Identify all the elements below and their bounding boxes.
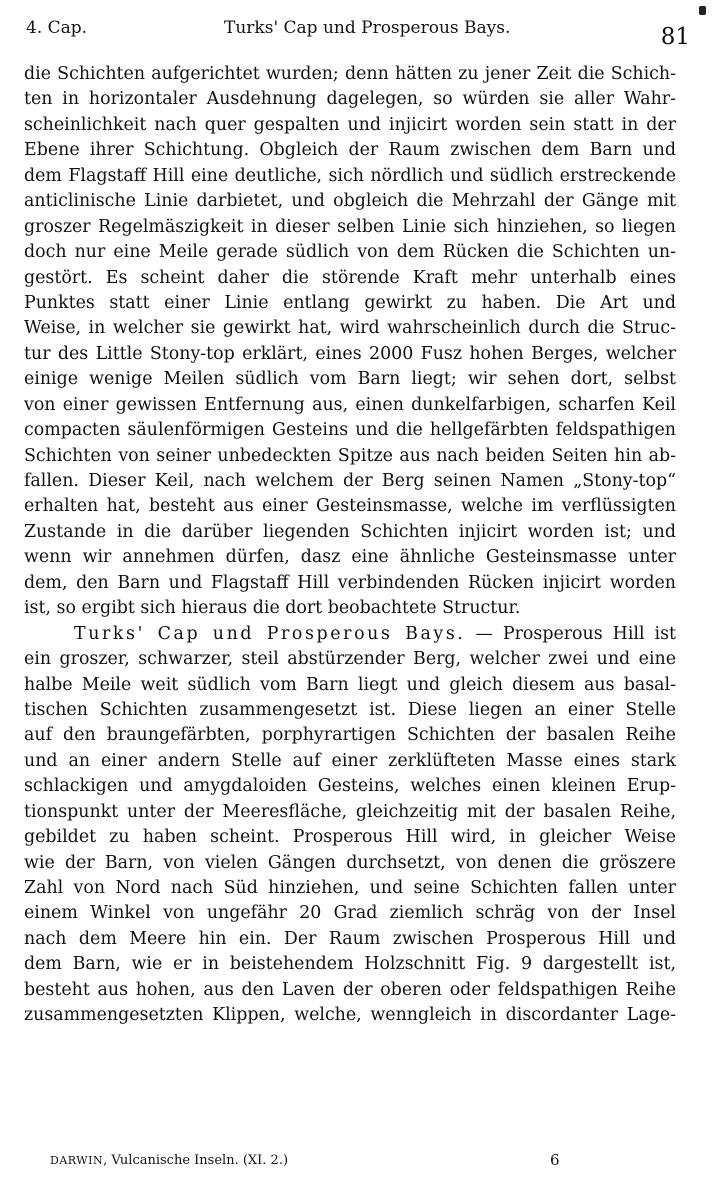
text-line: gebildet zu haben scheint. Prosperous Hill wird, in gleicher Weise (24, 827, 676, 848)
text-line: Punktes statt einer Linie entlang gewirkt zu haben. Die Art und (24, 292, 676, 313)
text-line: Weise, in welcher sie gewirkt hat, wird wahrscheinlich durch die Struc- (24, 318, 676, 339)
text-line: schlackigen und amygdaloiden Gesteins, welches einen kleinen Erup- (24, 776, 676, 797)
footer-work: , Vulcanische Inseln. (XI. 2.) (103, 1153, 289, 1168)
footer (50, 1153, 650, 1173)
text-line: fallen. Dieser Keil, nach welchem der Berg seinen Namen „Stony-top“ (24, 471, 676, 491)
text-line: die Schichten aufgerichtet wurden; denn hätten zu jener Zeit die Schich- (24, 64, 676, 84)
running-title: Turks' Cap und Prosperous Bays. (224, 18, 511, 38)
text-line: dem Barn, wie er in beistehendem Holzschnitt Fig. 9 dargestellt ist, (24, 954, 676, 975)
text-line: compacten säulenförmigen Gesteins und die hellgefärbten feldspathigen (24, 420, 676, 441)
text-line: tischen Schichten zusammengesetzt ist. Diese liegen an einer Stelle (24, 699, 676, 720)
chapter-label: 4. Cap. (26, 18, 88, 38)
text-line: tur des Little Stony-top erklärt, eines 2000 Fusz hohen Berges, welcher (24, 343, 676, 364)
running-header (24, 18, 690, 54)
text-line: einige wenige Meilen südlich vom Barn liegt; wir sehen dort, selbst (24, 369, 676, 390)
paragraph-2 (24, 622, 676, 1029)
signature-mark: 6 (550, 1151, 560, 1169)
body-text (24, 62, 676, 1029)
text-line: scheinlichkeit nach quer gespalten und injicirt worden sein statt in der (24, 114, 676, 135)
text-line: Zustande in die darüber liegenden Schichten injicirt worden ist; und (24, 521, 676, 542)
text-line: erhalten hat, besteht aus einer Gesteinsmasse, welche im verflüssigten (24, 496, 676, 517)
text-line: nach dem Meere hin ein. Der Raum zwischen Prosperous Hill und (24, 928, 676, 949)
text-line: Ebene ihrer Schichtung. Obgleich der Raum zwischen dem Barn und (24, 140, 676, 161)
text-line: wenn wir annehmen dürfen, dasz eine ähnliche Gesteinsmasse unter (24, 547, 676, 568)
text-line: groszer Regelmäszigkeit in dieser selben Linie sich hinziehen, so liegen (24, 216, 676, 237)
text-line-start: — Prosperous Hill ist (475, 623, 676, 644)
footer-citation (50, 1153, 288, 1168)
text-line: doch nur eine Meile gerade südlich von dem Rücken die Schichten un- (24, 242, 676, 263)
text-line: und an einer andern Stelle auf einer zerklüfteten Masse eines stark (24, 750, 676, 771)
text-line: dem, den Barn und Flagstaff Hill verbindenden Rücken injicirt worden (24, 572, 676, 593)
text-line: gestört. Es scheint daher die störende Kraft mehr unterhalb eines (24, 267, 676, 288)
paragraph-1 (24, 62, 676, 622)
footer-author: DARWIN (50, 1154, 104, 1167)
text-line: einem Winkel von ungefähr 20 Grad ziemlich schräg von der Insel (24, 903, 676, 924)
text-line: auf den braungefärbten, porphyrartigen Schichten der basalen Reihe (24, 725, 676, 746)
text-line: besteht aus hohen, aus den Laven der oberen oder feldspathigen Reihe (24, 979, 676, 1000)
text-line-with-heading (24, 622, 676, 647)
section-heading: Turks' Cap und Prosperous Bays. (74, 623, 466, 644)
text-line: Schichten von seiner unbedeckten Spitze aus nach beiden Seiten hin ab- (24, 445, 676, 466)
text-line: von einer gewissen Entfernung aus, einen dunkelfarbigen, scharfen Keil (24, 394, 676, 415)
text-line: Zahl von Nord nach Süd hinziehen, und seine Schichten fallen unter (24, 878, 676, 898)
text-line: anticlinische Linie darbietet, und obgleich die Mehrzahl der Gänge mit (24, 191, 676, 212)
text-line: ein groszer, schwarzer, steil abstürzender Berg, welcher zwei und eine (24, 649, 676, 670)
text-line: tionspunkt unter der Meeresfläche, gleichzeitig mit der basalen Reihe, (24, 801, 676, 822)
text-line: wie der Barn, von vielen Gängen durchsetzt, von denen die gröszere (24, 852, 676, 873)
text-line: ten in horizontaler Ausdehnung dagelegen, so würden sie aller Wahr- (24, 89, 676, 110)
text-line: dem Flagstaff Hill eine deutliche, sich nördlich und südlich erstreckende (24, 165, 676, 186)
text-line: zusammengesetzten Klippen, welche, wenngleich in discordanter Lage- (24, 1005, 676, 1026)
page-number: 81 (660, 24, 690, 50)
text-line: halbe Meile weit südlich vom Barn liegt und gleich diesem aus basal- (24, 674, 676, 695)
text-line: ist, so ergibt sich hieraus die dort beobachtete Structur. (24, 598, 521, 619)
ink-speck (699, 6, 706, 15)
